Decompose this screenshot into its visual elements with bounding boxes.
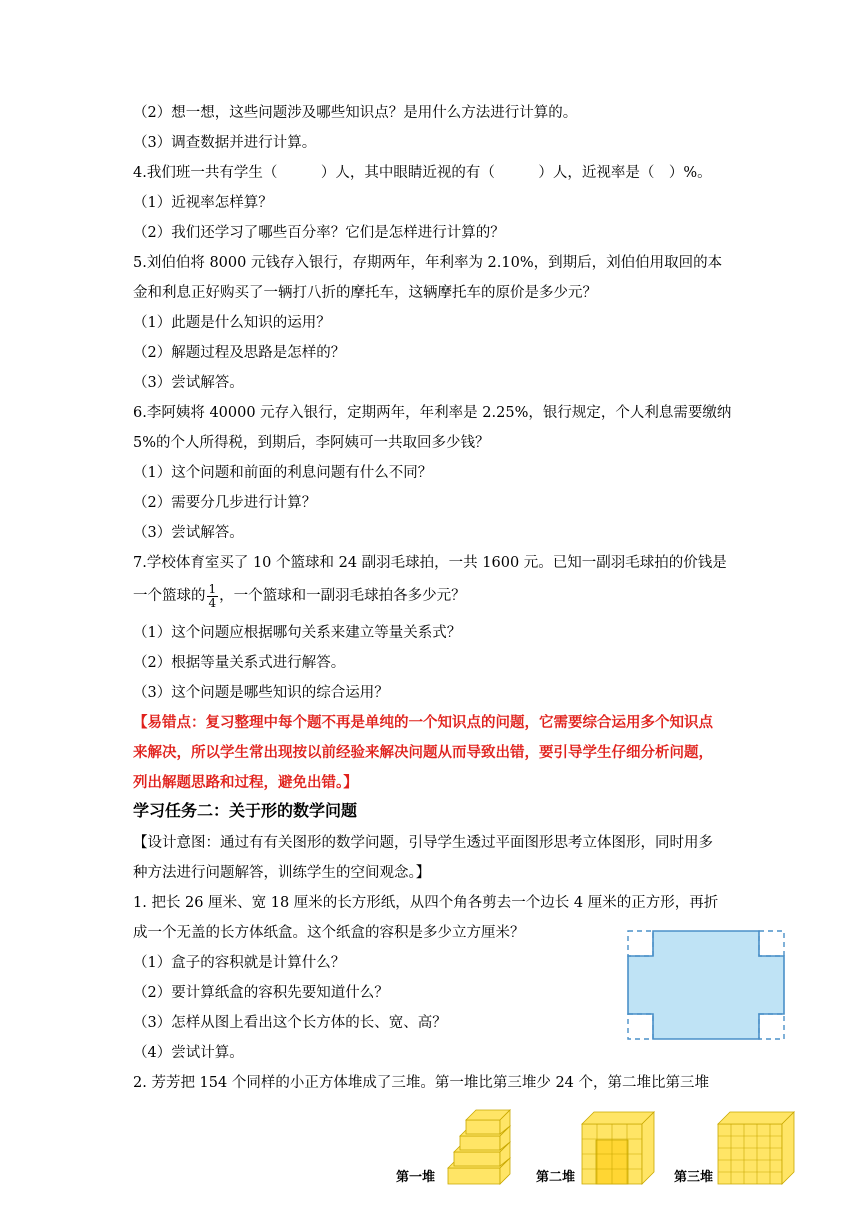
cut-corner-bottom-right xyxy=(759,1014,784,1039)
error-note-line: 【易错点：复习整理中每个题不再是单纯的一个知识点的问题，它需要综合运用多个知识点 xyxy=(133,714,713,731)
text-line: （3）怎样从图上看出这个长方体的长、宽、高？ xyxy=(133,1015,447,1031)
text-line: （1）近视率怎样算？ xyxy=(133,195,273,211)
design-intent-line: 【设计意图：通过有有关图形的数学问题，引导学生透过平面图形思考立体图形，同时用多 xyxy=(133,835,713,851)
pile-3-cubes xyxy=(716,1106,802,1186)
text-line: （3）调查数据并进行计算。 xyxy=(133,135,317,151)
text-line: （1）这个问题应根据哪句关系来建立等量关系式？ xyxy=(133,625,462,641)
text-line: （2）解题过程及思路是怎样的？ xyxy=(133,345,346,361)
text-line: （2）想一想，这些问题涉及哪些知识点？是用什么方法进行计算的。 xyxy=(133,105,578,121)
cut-corner-bottom-left xyxy=(628,1014,653,1039)
question-7: 7.学校体育室买了 10 个篮球和 24 副羽毛球拍，一共 1600 元。已知一副羽毛球拍的价钱是 xyxy=(133,555,727,571)
pile-label-2: 第二堆 xyxy=(536,1170,576,1185)
text-line: 成一个无盖的长方体纸盒。这个纸盒的容积是多少立方厘米？ xyxy=(133,925,525,941)
text-line: （1）这个问题和前面的利息问题有什么不同？ xyxy=(133,465,433,481)
text-line: 5%的个人所得税，到期后，李阿姨可一共取回多少钱？ xyxy=(133,435,490,451)
text-line: （2）根据等量关系式进行解答。 xyxy=(133,655,346,671)
text-line: （4）尝试计算。 xyxy=(133,1045,244,1061)
pile-1-cubes xyxy=(442,1106,520,1186)
pile-label-1: 第一堆 xyxy=(396,1170,436,1185)
design-intent-line: 种方法进行问题解答，训练学生的空间观念。】 xyxy=(133,865,431,881)
text-line: （3）尝试解答。 xyxy=(133,525,244,541)
text-fragment: ，一个篮球和一副羽毛球拍各多少元？ xyxy=(219,588,466,604)
text-line: （2）需要分几步进行计算？ xyxy=(133,495,317,511)
section-title: 学习任务二：关于形的数学问题 xyxy=(133,801,358,820)
text-line: （2）要计算纸盒的容积先要知道什么？ xyxy=(133,985,389,1001)
text-line: （3）这个问题是哪些知识的综合运用？ xyxy=(133,685,389,701)
question-7-line-2 xyxy=(133,582,733,610)
error-note-line: 列出解题思路和过程，避免出错。】 xyxy=(133,774,358,791)
cut-corner-top-right xyxy=(759,931,784,956)
text-line: （3）尝试解答。 xyxy=(133,375,244,391)
box-net-shape xyxy=(628,931,784,1039)
fraction xyxy=(207,583,219,610)
question-4: 4.我们班一共有学生（ ）人，其中眼睛近视的有（ ）人，近视率是（ ）%。 xyxy=(133,165,712,181)
text-line: （2）我们还学习了哪些百分率？它们是怎样进行计算的？ xyxy=(133,225,505,241)
text-line: 金和利息正好购买了一辆打八折的摩托车，这辆摩托车的原价是多少元？ xyxy=(133,285,597,301)
pile-label-3: 第三堆 xyxy=(674,1170,714,1185)
cut-corner-top-left xyxy=(628,931,653,956)
question-6: 6.李阿姨将 40000 元存入银行，定期两年，年利率是 2.25%，银行规定，个人利息需要缴纳 xyxy=(133,405,732,421)
error-note-line: 来解决，所以学生常出现按以前经验来解决问题从而导致出错，要引导学生仔细分析问题， xyxy=(133,744,713,761)
text-line: （1）此题是什么知识的运用？ xyxy=(133,315,331,331)
question-1: 1. 把长 26 厘米、宽 18 厘米的长方形纸，从四个角各剪去一个边长 4 厘米的正方形，再折 xyxy=(133,895,719,911)
text-fragment: 一个篮球的 xyxy=(133,588,206,604)
fraction-denominator: 4 xyxy=(208,595,217,610)
fraction-numerator: 1 xyxy=(208,581,217,596)
text-line: （1）盒子的容积就是计算什么？ xyxy=(133,955,346,971)
pile-2-cubes xyxy=(580,1106,662,1186)
paper-box-figure xyxy=(626,928,786,1042)
question-2: 2. 芳芳把 154 个同样的小正方体堆成了三堆。第一堆比第三堆少 24 个，第二堆比第三堆 xyxy=(133,1075,710,1091)
question-5: 5.刘伯伯将 8000 元钱存入银行，存期两年，年利率为 2.10%，到期后，刘伯伯用取回的本 xyxy=(133,255,723,271)
